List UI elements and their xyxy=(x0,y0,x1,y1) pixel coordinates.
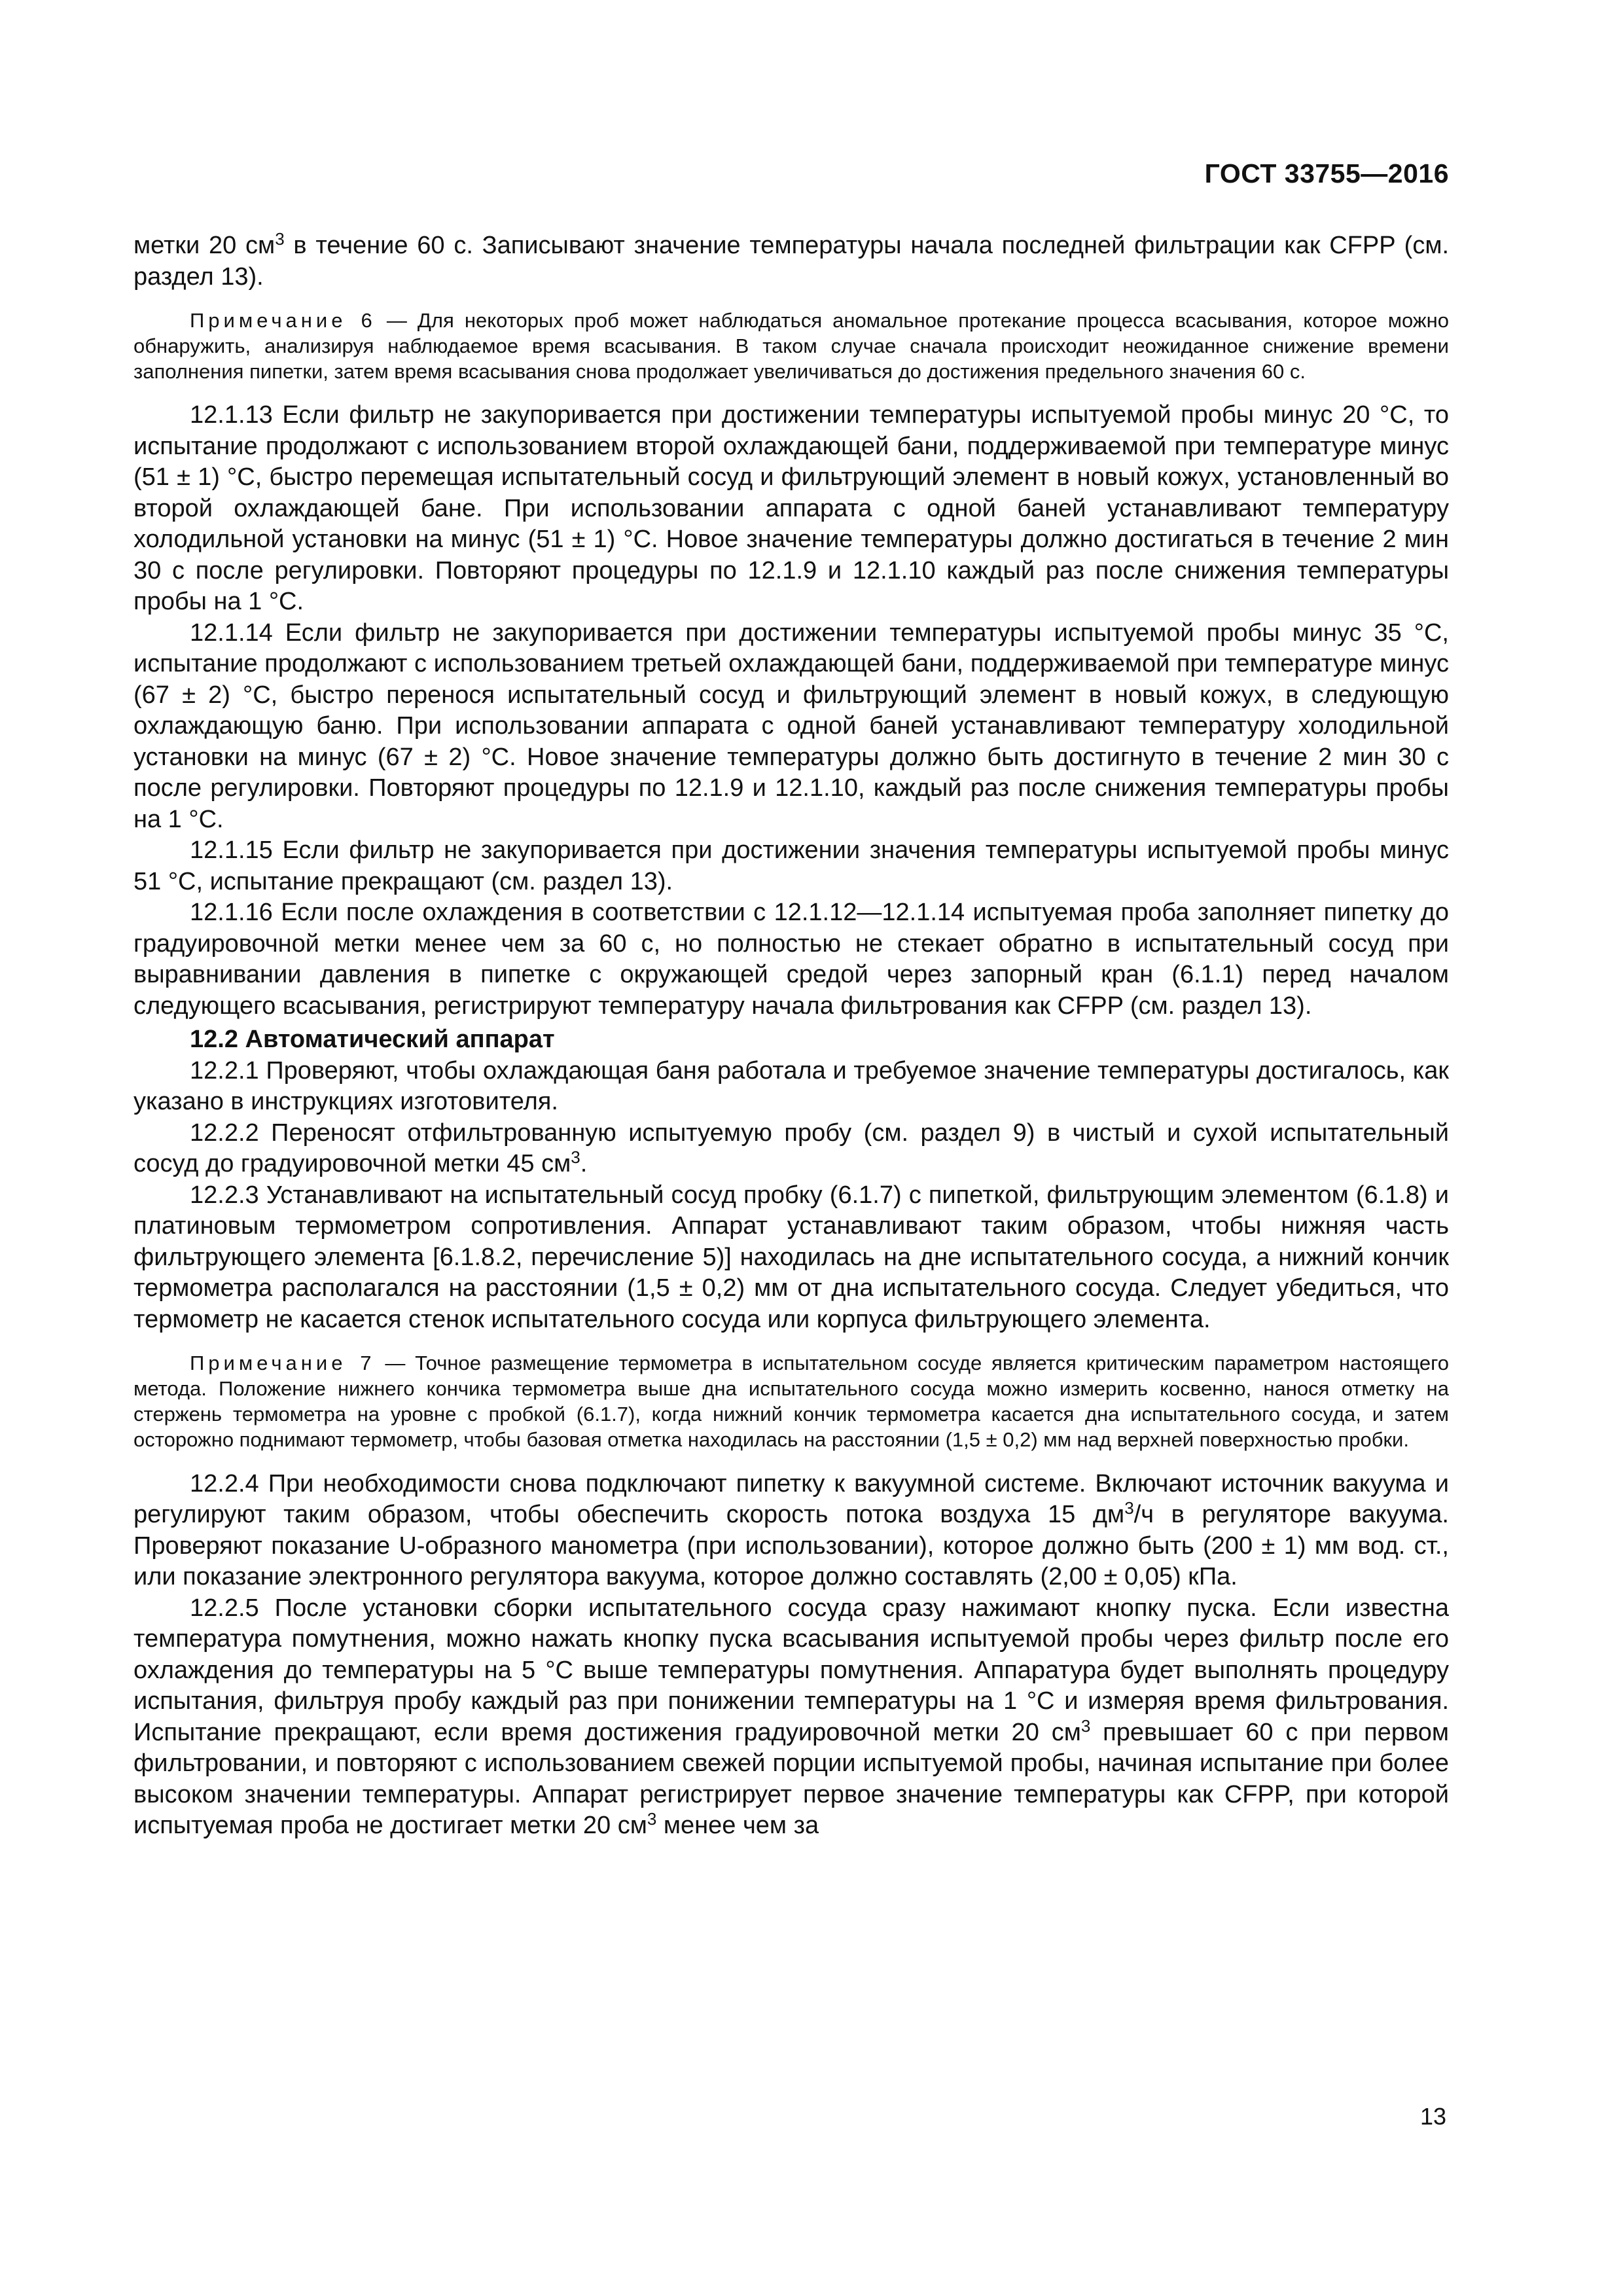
paragraph-12-1-15: 12.1.15 Если фильтр не закупоривается при достижении значения температуры испытуемой пробы минус 51 °С, испытание прекращают (см. раздел 13). xyxy=(134,836,1449,895)
note-6-text: — Для некоторых проб может наблюдаться аномальное протекание процесса всасывания, которое можно обнаружить, анализируя наблюдаемое время всасывания. В таком случае сначала происходит неожиданное снижение времени заполнения пипетки, затем время всасывания снова продолжает увеличиваться до достижения предельного значения 60 с. xyxy=(134,309,1449,383)
note-7-label: Примечание 7 xyxy=(190,1352,376,1375)
paragraph-12-1-14: 12.1.14 Если фильтр не закупоривается при достижении температуры испытуемой пробы минус 35 °С, испытание продолжают с использованием третьей охлаждающей бани, поддерживаемой при температуре минус (67 ± 2) °С, быстро перенося испытательный сосуд и фильтрующий элемент в новый кожух, в следующую охлаждающую баню. При использовании аппарата с одной баней устанавливают температуру холодильной установки на минус (67 ± 2) °С. Новое значение температуры должно быть достигнуто в течение 2 мин 30 с после регулировки. Повторяют процедуры по 12.1.9 и 12.1.10, каждый раз после снижения температуры пробы на 1 °С. xyxy=(134,619,1449,833)
paragraph-12-2-2: 12.2.2 Переносят отфильтрованную испытуемую пробу (см. раздел 9) в чистый и сухой испытательный сосуд до градуировочной метки 45 $см^3$. xyxy=(134,1119,1449,1178)
paragraph-12-1-16: 12.1.16 Если после охлаждения в соответствии с 12.1.12—12.1.14 испытуемая проба заполняет пипетку до градуировочной метки менее чем за 60 с, но полностью не стекает обратно в испытательный сосуд при выравнивании давления в пипетке с окружающей средой через запорный кран (6.1.1) перед началом следующего всасывания, регистрируют температуру начала фильтрования как CFPP (см. раздел 13). xyxy=(134,899,1449,1020)
section-title-12-2: 12.2 Автоматический аппарат xyxy=(190,1026,555,1054)
paragraph-continuation: метки 20 $см^3$ в течение 60 с. Записывают значение температуры начала последней фильтрации как CFPP (см. раздел 13). xyxy=(134,229,1449,291)
paragraph-12-2-4: 12.2.4 При необходимости снова подключают пипетку к вакуумной системе. Включают источник вакуума и регулируют таким образом, чтобы обеспечить скорость потока воздуха 15 $дм^3/ч$ в регуляторе вакуума. Проверяют показание U-образного манометра (при использовании), которое должно быть (200 ± 1) мм вод. ст., или показание электронного регулятора вакуума, которое должно составлять (2,00 ± 0,05) кПа. xyxy=(134,1469,1449,1591)
standard-id-header: ГОСТ 33755—2016 xyxy=(1204,158,1449,188)
paragraph-12-2-1: 12.2.1 Проверяют, чтобы охлаждающая баня работала и требуемое значение температуры достигалось, как указано в инструкциях изготовителя. xyxy=(134,1056,1449,1116)
paragraph-12-1-13: 12.1.13 Если фильтр не закупоривается при достижении температуры испытуемой пробы минус 20 °С, то испытание продолжают с использованием второй охлаждающей бани, поддерживаемой при температуре минус (51 ± 1) °С, быстро перемещая испытательный сосуд и фильтрующий элемент в новый кожух, установленный во второй охлаждающей бане. При использовании аппарата с одной баней устанавливают температуру холодильной установки на минус (51 ± 1) °С. Новое значение температуры должно достигаться в течение 2 мин 30 с после регулировки. Повторяют процедуры по 12.1.9 и 12.1.10 каждый раз после снижения температуры пробы на 1 °С. xyxy=(134,401,1449,616)
paragraph-12-2-3: 12.2.3 Устанавливают на испытательный сосуд пробку (6.1.7) с пипеткой, фильтрующим элементом (6.1.8) и платиновым термометром сопротивления. Аппарат устанавливают таким образом, чтобы нижняя часть фильтрующего элемента [6.1.8.2, перечисление 5)] находилась на дне испытательного сосуда, а нижний кончик термометра располагался на расстоянии (1,5 ± 0,2) мм от дна испытательного сосуда. Следует убедиться, что термометр не касается стенок испытательного сосуда или корпуса фильтрующего элемента. xyxy=(134,1181,1449,1333)
note-6 xyxy=(134,308,1449,384)
note-7 xyxy=(134,1351,1449,1452)
note-6-label: Примечание 6 xyxy=(190,309,376,332)
page-content xyxy=(134,230,1449,1842)
note-7-text: — Точное размещение термометра в испытательном сосуде является критическим параметром настоящего метода. Положение нижнего кончика термометра выше дна испытательного сосуда можно измерить косвенно, нанося отметку на стержень термометра на уровне с пробкой (6.1.7), когда нижний кончик термометра касается дна испытательного сосуда, и затем осторожно поднимают термометр, чтобы базовая отметка находилась на расстоянии (1,5 ± 0,2) мм над верхней поверхностью пробки. xyxy=(134,1352,1449,1451)
page-number: 13 xyxy=(1419,2103,1446,2130)
paragraph-12-2-5: 12.2.5 После установки сборки испытательного сосуда сразу нажимают кнопку пуска. Если известна температура помутнения, можно нажать кнопку пуска всасывания испытуемой пробы через фильтр после его охлаждения до температуры на 5 °С выше температуры помутнения. Аппаратура будет выполнять процедуру испытания, фильтруя пробу каждый раз при понижении температуры на 1 °С и измеряя время фильтрования. Испытание прекращают, если время достижения градуировочной метки 20 $см^3$ превышает 60 с при первом фильтровании, и повторяют с использованием свежей порции испытуемой пробы, начиная испытание при более высоком значении температуры. Аппарат регистрирует первое значение температуры как CFPP, при которой испытуемая проба не достигает метки 20 $см^3$ менее чем за xyxy=(134,1594,1449,1840)
